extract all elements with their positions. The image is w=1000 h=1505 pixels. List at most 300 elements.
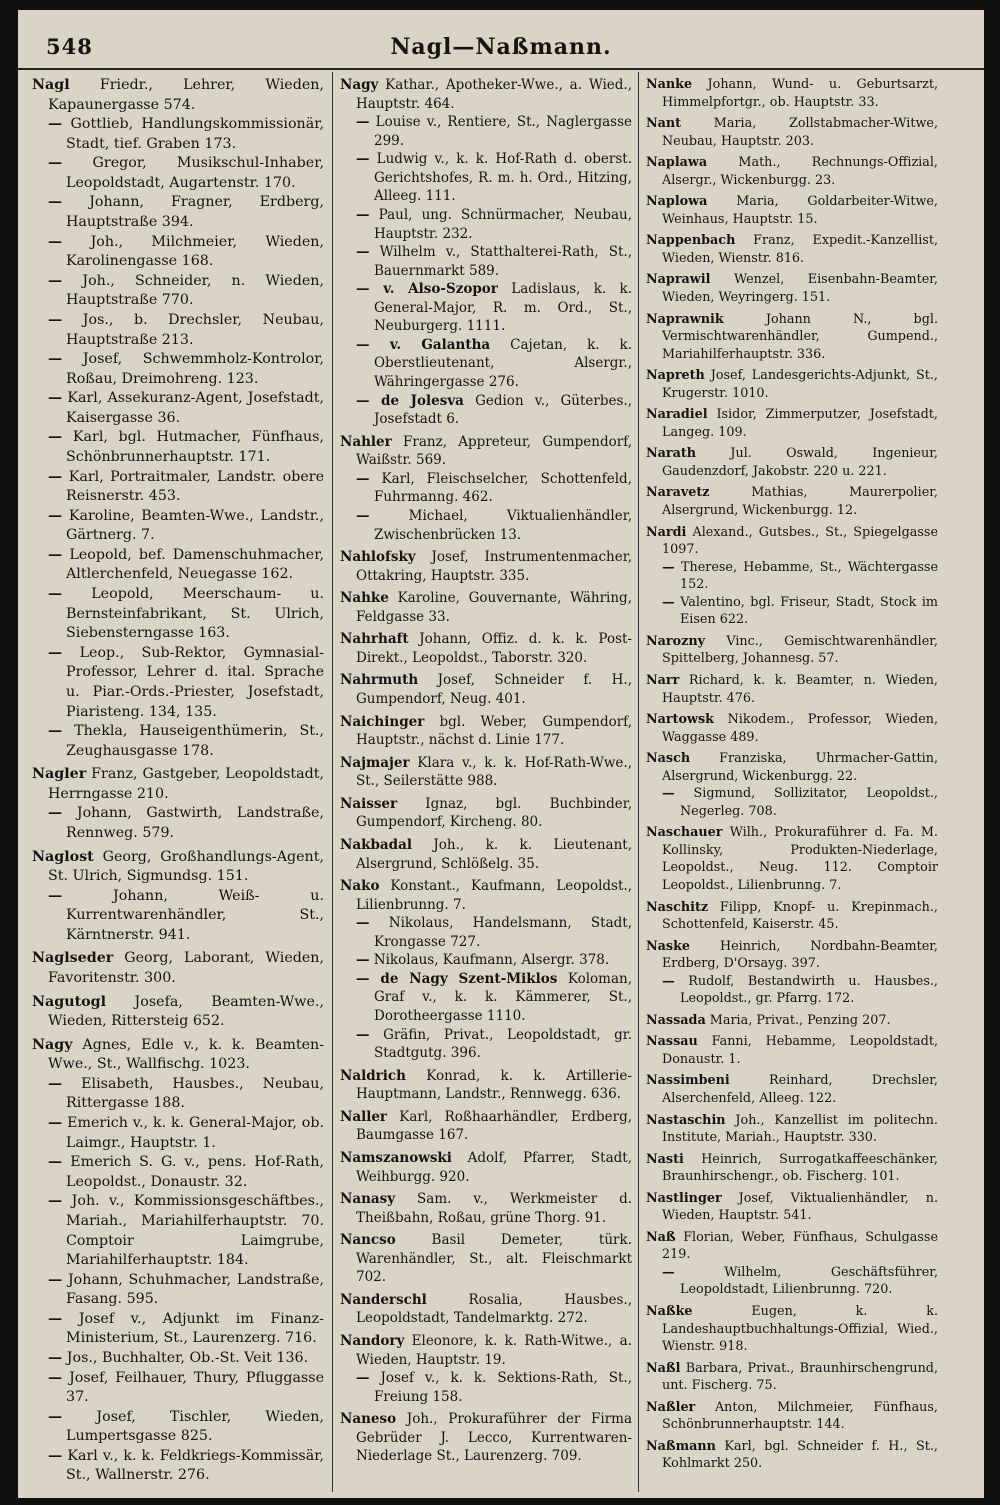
entry-name: Naglseder <box>32 950 114 967</box>
entry-name: Naldrich <box>340 1067 406 1084</box>
entry-name: Narath <box>646 446 697 462</box>
column-divider-1 <box>332 72 333 1492</box>
entry-name: — <box>356 244 370 261</box>
directory-entry <box>646 76 938 111</box>
entry-name: — <box>48 1193 63 1210</box>
entry-name: — <box>48 390 63 407</box>
directory-entry <box>646 973 938 1008</box>
entry-details: Florian, Weber, Fünfhaus, Schulgasse 219. <box>662 1229 938 1263</box>
entry-name: Naß <box>646 1229 676 1245</box>
directory-entry <box>32 1036 324 1075</box>
entry-name: — <box>48 1350 63 1366</box>
directory-entry <box>32 1271 324 1310</box>
entry-details: Thekla, Hauseigenthümerin, St., Zeughausgasse 178. <box>66 723 324 759</box>
entry-details: Heinrich, Surrogatkaffeeschänker, Braunhirschengr., ob. Fischerg. 101. <box>662 1151 938 1185</box>
directory-entry <box>340 951 632 970</box>
entry-details: Franz, Appreteur, Gumpendorf, Waißstr. 569. <box>356 433 632 469</box>
page-number: 548 <box>46 34 93 59</box>
directory-entry <box>340 548 632 585</box>
directory-entry <box>32 468 324 507</box>
directory-entry <box>32 1114 324 1153</box>
entry-name: Naschitz <box>646 899 709 915</box>
entry-details: Karl, Portraitmaler, Landstr. obere Reisnerstr. 453. <box>66 468 324 505</box>
entry-name: Naichinger <box>340 713 425 730</box>
entry-name: Naprawnik <box>646 311 724 327</box>
entry-details: Maria, Privat., Penzing 207. <box>709 1012 891 1028</box>
entry-details: Ladislaus, k. k. General-Major, R. m. Ord., St., Neuburgerg. 1111. <box>374 281 632 335</box>
entry-details: Josef v., Adjunkt im Finanz-Ministerium, St., Laurenzerg. 716. <box>66 1310 324 1347</box>
entry-name: Nahrmuth <box>340 672 419 689</box>
directory-entry <box>340 1291 632 1328</box>
entry-name: Napreth <box>646 368 705 384</box>
entry-name: Nagl <box>32 77 70 93</box>
entry-details: Josef v., k. k. Sektions-Rath, St., Freiung 158. <box>374 1370 632 1405</box>
entry-details: Jos., b. Drechsler, Neubau, Hauptstraße 213. <box>66 311 324 348</box>
entry-details: Emerich v., k. k. General-Major, ob. Laimgr., Hauptstr. 1. <box>66 1115 324 1151</box>
entry-details: Johann, Offiz. d. k. k. Post-Direkt., Leopoldst., Taborstr. 320. <box>356 631 632 666</box>
entry-name: — <box>662 559 675 575</box>
directory-entry <box>32 1447 324 1486</box>
entry-details: Gregor, Musikschul-Inhaber, Leopoldstadt, Augartenstr. 170. <box>66 155 324 191</box>
directory-entry <box>32 848 324 887</box>
directory-entry <box>340 877 632 914</box>
entry-name: — <box>662 786 675 802</box>
entry-name: — de Jolesva <box>356 392 464 409</box>
entry-details: Joh., Schneider, n. Wieden, Hauptstraße 770. <box>66 272 324 309</box>
entry-details: Franz, Gastgeber, Leopoldstadt, Herrngasse 210. <box>48 766 324 802</box>
entry-name: — <box>662 1264 675 1280</box>
entry-details: Cajetan, k. k. Oberstlieutenant, Alsergr., Währingergasse 276. <box>374 336 632 390</box>
entry-name: Namszanowski <box>340 1149 452 1166</box>
directory-entry <box>340 1332 632 1369</box>
entry-details: Louise v., Rentiere, St., Naglergasse 299. <box>374 114 632 149</box>
entry-name: Naßmann <box>646 1438 716 1454</box>
directory-entry <box>646 1438 938 1473</box>
entry-name: Naisser <box>340 795 398 812</box>
entry-details: Johann, Weiß- u. Kurrentwarenhändler, St., Kärntnerstr. 941. <box>66 887 324 943</box>
entry-details: Heinrich, Nordbahn-Beamter, Erdberg, D'Orsayg. 397. <box>662 938 938 972</box>
entry-name: — <box>48 1115 63 1132</box>
entry-name: — <box>48 468 63 485</box>
directory-entry <box>340 1231 632 1287</box>
directory-entry <box>340 1067 632 1104</box>
entry-details: Nikolaus, Kaufmann, Alsergr. 378. <box>373 952 610 969</box>
entry-name: — <box>48 1271 63 1288</box>
entry-details: Sam. v., Werkmeister d. Theißbahn, Roßau, grüne Thorg. 91. <box>356 1191 632 1226</box>
entry-details: Franz, Expedit.-Kanzellist, Wieden, Wienstr. 816. <box>662 233 938 266</box>
entry-details: Agnes, Edle v., k. k. Beamten-Wwe., St., Wallfischg. 1023. <box>48 1036 324 1073</box>
entry-details: Mathias, Maurerpolier, Alsergrund, Wickenburgg. 12. <box>662 485 938 519</box>
entry-name: — v. Galantha <box>356 336 491 353</box>
directory-entry <box>32 389 324 428</box>
entry-details: Math., Rechnungs-Offizial, Alsergr., Wickenburgg. 23. <box>662 155 938 188</box>
directory-entry <box>646 1072 938 1107</box>
directory-entry <box>32 644 324 722</box>
entry-name: Naprawil <box>646 272 711 288</box>
entry-details: Barbara, Privat., Braunhirschengrund, unt. Fischerg. 75. <box>662 1360 938 1394</box>
directory-entry <box>32 1153 324 1192</box>
directory-entry <box>340 433 632 470</box>
directory-entry <box>646 711 938 746</box>
entry-details: Kathar., Apotheker-Wwe., a. Wied., Hauptstr. 464. <box>356 77 632 112</box>
entry-details: Fanni, Hebamme, Leopoldstadt, Donaustr. 1. <box>662 1034 938 1067</box>
entry-name: Nandory <box>340 1333 405 1349</box>
entry-details: Rudolf, Bestandwirth u. Hausbes., Leopoldst., gr. Pfarrg. 172. <box>680 973 938 1007</box>
directory-entry <box>32 546 324 585</box>
entry-details: Wenzel, Eisenbahn-Beamter, Wieden, Weyringerg. 151. <box>662 272 938 306</box>
entry-details: Ignaz, bgl. Buchbinder, Gumpendorf, Kircheng. 80. <box>356 795 632 831</box>
entry-name: Nappenbach <box>646 233 736 249</box>
entry-name: — v. Also-Szopor <box>356 281 498 298</box>
entry-name: Nassimbeni <box>646 1073 730 1089</box>
entry-details: Josef, Landesgerichts-Adjunkt, St., Krugerstr. 1010. <box>662 368 938 401</box>
directory-entry <box>646 1190 938 1225</box>
entry-details: Jul. Oswald, Ingenieur, Gaudenzdorf, Jakobstr. 220 u. 221. <box>662 446 938 479</box>
entry-details: Konrad, k. k. Artillerie-Hauptmann, Landstr., Rennwegg. 636. <box>356 1067 632 1103</box>
entry-details: Karl, Assekuranz-Agent, Josefstadt, Kaisergasse 36. <box>66 390 324 426</box>
entry-name: Nahlofsky <box>340 549 416 566</box>
entry-name: — <box>48 1369 63 1386</box>
directory-page <box>18 10 984 1498</box>
directory-entry <box>646 785 938 820</box>
directory-entry <box>646 633 938 668</box>
directory-entry <box>646 559 938 594</box>
entry-name: Narozny <box>646 633 706 649</box>
column-1 <box>32 76 324 1488</box>
directory-entry <box>646 672 938 707</box>
entry-name: — <box>48 116 63 133</box>
entry-details: Wilh., Prokuraführer d. Fa. M. Kollinsky, Produkten-Niederlage, Leopoldst., Neug. 112. Comptoir Leopoldst., Lilienbrunng. 7. <box>662 825 938 893</box>
entry-name: — <box>662 594 675 610</box>
page-title: Nagl—Naßmann. <box>390 34 612 60</box>
directory-entry <box>340 630 632 667</box>
directory-entry <box>646 938 938 973</box>
entry-details: Filipp, Knopf- u. Krepinmach., Schottenfeld, Kaiserstr. 45. <box>662 899 938 933</box>
entry-name: Nartowsk <box>646 712 715 728</box>
entry-details: Josefa, Beamten-Wwe., Wieden, Rittersteig 652. <box>48 993 324 1030</box>
entry-details: Nikodem., Professor, Wieden, Waggasse 489. <box>662 712 938 745</box>
entry-details: Johann, Schuhmacher, Landstraße, Fasang. 595. <box>66 1271 324 1308</box>
directory-entry <box>32 507 324 546</box>
entry-details: Alexand., Gutsbes., St., Spiegelgasse 1097. <box>662 524 938 558</box>
entry-details: Karoline, Beamten-Wwe., Landstr., Gärtnerg. 7. <box>66 507 324 544</box>
entry-details: Johann, Gastwirth, Landstraße, Rennweg. 579. <box>66 805 324 841</box>
entry-details: Wilhelm v., Statthalterei-Rath, St., Bauernmarkt 589. <box>374 244 632 279</box>
entry-details: Johann, Fragner, Erdberg, Hauptstraße 394. <box>66 194 324 231</box>
directory-entry <box>340 76 632 113</box>
directory-entry <box>32 804 324 843</box>
entry-name: — <box>48 887 63 904</box>
entry-details: Eleonore, k. k. Rath-Witwe., a. Wieden, Hauptstr. 19. <box>356 1333 632 1368</box>
entry-name: — <box>48 546 63 563</box>
entry-details: Basil Demeter, türk. Warenhändler, St., alt. Fleischmarkt 702. <box>356 1232 632 1286</box>
directory-entry <box>32 115 324 154</box>
entry-details: Karoline, Gouvernante, Währing, Feldgasse 33. <box>356 590 632 625</box>
directory-entry <box>32 949 324 988</box>
entry-details: Maria, Goldarbeiter-Witwe, Weinhaus, Hauptstr. 15. <box>662 194 938 227</box>
directory-entry <box>340 113 632 150</box>
directory-entry <box>646 1360 938 1395</box>
directory-entry <box>340 1149 632 1186</box>
directory-entry <box>340 280 632 336</box>
directory-entry <box>646 311 938 364</box>
entry-name: — <box>356 915 370 932</box>
directory-entry <box>340 1190 632 1227</box>
entry-details: Johann N., bgl. Vermischtwarenhändler, Gumpend., Mariahilferhauptstr. 336. <box>662 311 938 362</box>
directory-entry <box>32 887 324 946</box>
entry-details: Josef, Schneider f. H., Gumpendorf, Neug. 401. <box>356 672 632 707</box>
directory-entry <box>646 1033 938 1068</box>
directory-entry <box>646 154 938 189</box>
entry-details: Leopold, bef. Damenschuhmacher, Altlerchenfeld, Neuegasse 162. <box>66 546 324 583</box>
entry-details: Isidor, Zimmerputzer, Josefstadt, Langeg. 109. <box>662 407 938 440</box>
entry-name: — <box>356 470 370 487</box>
directory-entry <box>32 233 324 272</box>
directory-entry <box>32 765 324 804</box>
directory-entry <box>340 470 632 507</box>
entry-name: Nassada <box>646 1012 706 1028</box>
directory-entry <box>32 993 324 1032</box>
entry-name: — <box>48 429 63 446</box>
entry-details: Friedr., Lehrer, Wieden, Kapaunergasse 574. <box>48 77 324 113</box>
entry-name: Naller <box>340 1108 388 1125</box>
entry-name: Naradiel <box>646 407 708 423</box>
entry-details: Karl, bgl. Hutmacher, Fünfhaus, Schönbrunnerhauptstr. 171. <box>66 429 324 465</box>
directory-entry <box>646 193 938 228</box>
directory-entry <box>340 754 632 791</box>
directory-entry <box>646 445 938 480</box>
entry-name: Naplawa <box>646 155 708 171</box>
entry-name: Naglost <box>32 848 94 865</box>
entry-details: Gottlieb, Handlungskommissionär, Stadt, tief. Graben 173. <box>66 116 324 152</box>
entry-details: Joh., Kanzellist im politechn. Institute, Mariah., Hauptstr. 330. <box>662 1112 938 1146</box>
entry-name: — <box>48 1154 63 1171</box>
entry-details: Joh. v., Kommissionsgeschäftbes., Mariah., Mariahilferhauptstr. 70. Comptoir Laimgrube, Mariahilferhauptstr. 184. <box>66 1193 324 1269</box>
entry-details: Adolf, Pfarrer, Stadt, Weihburgg. 920. <box>356 1149 632 1185</box>
entry-details: Michael, Viktualienhändler, Zwischenbrücken 13. <box>374 507 632 543</box>
directory-entry <box>646 1399 938 1434</box>
entry-details: Johann, Wund- u. Geburtsarzt, Himmelpfortgr., ob. Hauptstr. 33. <box>662 77 938 110</box>
directory-entry <box>646 271 938 306</box>
directory-entry <box>340 1369 632 1406</box>
entry-name: — <box>48 1447 63 1464</box>
entry-name: — <box>48 1310 63 1327</box>
directory-entry <box>646 1303 938 1356</box>
entry-name: Nardi <box>646 524 687 540</box>
directory-entry <box>340 589 632 626</box>
entry-details: Josef, Schwemmholz-Kontrolor, Roßau, Dreimohreng. 123. <box>66 351 324 387</box>
entry-details: Joh., k. k. Lieutenant, Alsergrund, Schlößelg. 35. <box>356 836 632 872</box>
entry-name: — <box>356 206 370 223</box>
directory-entry <box>340 336 632 392</box>
entry-name: — <box>356 507 370 524</box>
entry-name: Nako <box>340 878 380 895</box>
directory-entry <box>32 350 324 389</box>
entry-details: Wilhelm, Geschäftsführer, Leopoldstadt, Lilienbrunng. 720. <box>680 1264 938 1298</box>
entry-details: Vinc., Gemischtwarenhändler, Spittelberg, Johannesg. 57. <box>662 633 938 667</box>
directory-entry <box>340 914 632 951</box>
entry-details: Paul, ung. Schnürmacher, Neubau, Hauptstr. 232. <box>374 206 632 242</box>
entry-details: Georg, Laborant, Wieden, Favoritenstr. 300. <box>48 950 324 987</box>
entry-details: Jos., Buchhalter, Ob.-St. Veit 136. <box>66 1350 309 1366</box>
entry-details: Elisabeth, Hausbes., Neubau, Rittergasse 188. <box>66 1075 324 1112</box>
entry-name: — <box>48 272 63 289</box>
entry-details: Koloman, Graf v., k. k. Kämmerer, St., Dorotheergasse 1110. <box>374 970 632 1024</box>
entry-details: Josef, Instrumentenmacher, Ottakring, Hauptstr. 335. <box>356 549 632 584</box>
directory-entry <box>646 406 938 441</box>
directory-entry <box>646 1151 938 1186</box>
entry-details: bgl. Weber, Gumpendorf, Hauptstr., nächst d. Linie 177. <box>356 713 632 749</box>
directory-entry <box>646 484 938 519</box>
entry-details: Gedion v., Güterbes., Josefstadt 6. <box>374 392 632 428</box>
directory-entry <box>646 367 938 402</box>
entry-name: Nasch <box>646 751 691 767</box>
entry-name: — <box>356 1026 370 1043</box>
directory-entry <box>32 272 324 311</box>
entry-name: — <box>356 114 370 131</box>
entry-details: Sigmund, Sollizitator, Leopoldst., Negerleg. 708. <box>680 786 938 819</box>
entry-details: Valentino, bgl. Friseur, Stadt, Stock im Eisen 622. <box>680 594 938 628</box>
entry-name: Nant <box>646 116 682 132</box>
entry-name: Naske <box>646 938 691 954</box>
entry-name: Nahke <box>340 590 389 607</box>
entry-details: Karl, Fleischselcher, Schottenfeld, Fuhrmanng. 462. <box>374 470 632 506</box>
directory-entry <box>646 594 938 629</box>
entry-details: Emerich S. G. v., pens. Hof-Rath, Leopoldst., Donaustr. 32. <box>66 1154 324 1190</box>
directory-entry <box>340 795 632 832</box>
entry-name: Nagy <box>340 77 379 93</box>
entry-details: Konstant., Kaufmann, Leopoldst., Lilienbrunng. 7. <box>356 878 632 913</box>
entry-name: Nagler <box>32 766 87 783</box>
directory-entry <box>32 193 324 232</box>
directory-entry <box>340 671 632 708</box>
directory-entry <box>32 1075 324 1114</box>
entry-details: Karl, bgl. Schneider f. H., St., Kohlmarkt 250. <box>662 1438 938 1472</box>
entry-details: Therese, Hebamme, St., Wächtergasse 152. <box>680 559 938 593</box>
entry-details: Richard, k. k. Beamter, n. Wieden, Hauptstr. 476. <box>662 672 938 706</box>
entry-name: Nancso <box>340 1232 396 1249</box>
entry-name: — <box>356 1370 370 1387</box>
directory-entry <box>32 428 324 467</box>
entry-name: — <box>48 311 63 328</box>
entry-name: Nahler <box>340 433 392 450</box>
directory-entry <box>32 1310 324 1349</box>
entry-details: Rosalia, Hausbes., Leopoldstadt, Tandelmarktg. 272. <box>356 1291 632 1327</box>
column-2 <box>340 76 632 1488</box>
entry-details: Josef, Viktualienhändler, n. Wieden, Hauptstr. 541. <box>662 1190 938 1224</box>
entry-name: Naneso <box>340 1411 397 1428</box>
directory-entry <box>32 76 324 115</box>
entry-name: — de Nagy Szent-Miklos <box>356 970 558 987</box>
directory-entry <box>340 206 632 243</box>
entry-name: Naravetz <box>646 485 710 501</box>
entry-details: Gräfin, Privat., Leopoldstadt, gr. Stadtgutg. 396. <box>374 1026 632 1062</box>
directory-entry <box>340 1410 632 1466</box>
entry-details: Joh., Milchmeier, Wieden, Karolinengasse 168. <box>66 233 324 270</box>
entry-name: — <box>356 952 370 969</box>
entry-name: Nanderschl <box>340 1291 427 1308</box>
entry-name: Nassau <box>646 1034 698 1050</box>
directory-entry <box>340 836 632 873</box>
entry-details: Josef, Tischler, Wieden, Lumpertsgasse 825. <box>66 1408 324 1445</box>
directory-entry <box>646 1012 938 1030</box>
entry-details: Ludwig v., k. k. Hof-Rath d. oberst. Gerichtshofes, R. m. h. Ord., Hitzing, Alleeg. 111. <box>374 151 632 205</box>
entry-details: Anton, Milchmeier, Fünfhaus, Schönbrunnerhauptstr. 144. <box>662 1399 938 1433</box>
entry-name: — <box>48 233 63 250</box>
entry-name: Naschauer <box>646 825 723 841</box>
entry-details: Franziska, Uhrmacher-Gattin, Alsergrund, Wickenburgg. 22. <box>662 751 938 784</box>
directory-entry <box>646 115 938 150</box>
entry-name: Nagy <box>32 1036 73 1053</box>
directory-entry <box>646 824 938 894</box>
entry-name: Nastlinger <box>646 1190 722 1206</box>
entry-name: Nasti <box>646 1151 684 1167</box>
entry-details: Georg, Großhandlungs-Agent, St. Ulrich, Sigmundsg. 151. <box>48 848 324 885</box>
entry-name: Nakbadal <box>340 836 412 853</box>
entry-details: Leop., Sub-Rektor, Gymnasial-Professor, Lehrer d. ital. Sprache u. Piar.-Ords.-Priester, Josefstadt, Piaristeng. 134, 135. <box>66 644 324 720</box>
directory-entry <box>32 311 324 350</box>
entry-name: — <box>48 644 63 661</box>
entry-details: Karl v., k. k. Feldkriegs-Kommissär, St., Wallnerstr. 276. <box>66 1447 324 1484</box>
directory-entry <box>32 154 324 193</box>
page-header <box>18 10 984 70</box>
entry-name: — <box>356 151 370 168</box>
entry-name: Nanke <box>646 77 693 92</box>
entry-details: Nikolaus, Handelsmann, Stadt, Krongasse 727. <box>374 915 632 950</box>
directory-entry <box>646 1229 938 1264</box>
entry-details: Klara v., k. k. Hof-Rath-Wwe., St., Seilerstätte 988. <box>356 754 632 790</box>
entry-name: — <box>662 973 675 989</box>
entry-details: Joh., Prokuraführer der Firma Gebrüder J. Lecco, Kurrentwaren-Niederlage St., Laurenzerg. 709. <box>356 1411 632 1465</box>
entry-name: — <box>48 194 63 211</box>
directory-entry <box>646 524 938 559</box>
column-3 <box>646 76 938 1488</box>
entry-name: Naßke <box>646 1304 693 1319</box>
entry-name: Narr <box>646 672 680 688</box>
entry-name: — <box>48 586 63 603</box>
entry-name: Naßl <box>646 1360 681 1376</box>
entry-name: — <box>48 351 63 368</box>
directory-entry <box>32 1192 324 1270</box>
entry-name: Naplowa <box>646 194 708 210</box>
directory-entry <box>32 1408 324 1447</box>
entry-name: Nastaschin <box>646 1112 726 1128</box>
entry-name: Nagutogl <box>32 993 107 1010</box>
entry-name: — <box>48 723 63 740</box>
entry-name: Naßler <box>646 1399 696 1415</box>
entry-name: Nahrhaft <box>340 631 409 648</box>
directory-entry <box>340 392 632 429</box>
entry-details: Eugen, k. k. Landeshauptbuchhaltungs-Offizial, Wied., Wienstr. 918. <box>662 1304 938 1355</box>
entry-details: Maria, Zollstabmacher-Witwe, Neubau, Hauptstr. 203. <box>662 116 938 149</box>
entry-name: — <box>48 805 63 822</box>
entry-details: Karl, Roßhaarhändler, Erdberg, Baumgasse 167. <box>356 1108 632 1144</box>
directory-entry <box>32 722 324 761</box>
directory-entry <box>646 750 938 785</box>
directory-entry <box>340 1108 632 1145</box>
entry-details: Josef, Feilhauer, Thury, Pfluggasse 37. <box>66 1369 324 1406</box>
entry-name: — <box>48 1075 63 1092</box>
column-divider-2 <box>638 72 639 1492</box>
directory-entry <box>32 1369 324 1408</box>
directory-entry <box>340 1026 632 1063</box>
directory-entry <box>340 150 632 206</box>
directory-entry <box>646 232 938 267</box>
entry-name: — <box>48 507 63 524</box>
entry-details: Reinhard, Drechsler, Alserchenfeld, Alleeg. 122. <box>662 1073 938 1106</box>
directory-entry <box>32 585 324 644</box>
directory-entry <box>340 243 632 280</box>
